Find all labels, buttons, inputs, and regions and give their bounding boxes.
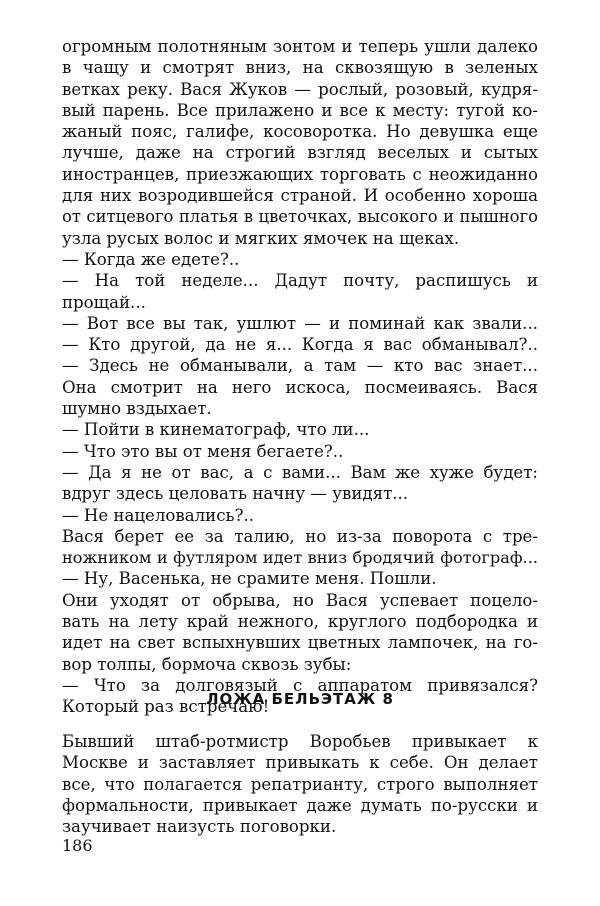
text-line: вор толпы, бормоча сквозь зубы: <box>62 654 352 674</box>
page-number: 186 <box>62 836 93 855</box>
dialogue-line: — Здесь не обманывали, а там — кто вас знает... <box>62 356 538 376</box>
text-line: Москве и заставляет привыкать к себе. Он делает <box>62 753 538 773</box>
text-line: прощай... <box>62 292 146 312</box>
dialogue-line: — Что это вы от меня бегаете?.. <box>62 441 344 461</box>
section-text-block <box>62 731 538 837</box>
text-line: ветках реку. Вася Жуков — рослый, розовый, кудря- <box>62 79 538 99</box>
dialogue-line: — Вот все вы так, ушлют — и поминай как звали... <box>62 313 538 333</box>
text-line: вдруг здесь целовать начну — увидят... <box>62 484 409 504</box>
text-line: огромным полотняным зонтом и теперь ушли далеко <box>62 37 538 56</box>
text-line: шумно вздыхает. <box>62 399 212 419</box>
dialogue-line: — Не нацеловались?.. <box>62 505 255 525</box>
text-line: заучивает наизусть поговорки. <box>62 817 337 837</box>
text-line: вать на лету край нежного, круглого подбородка и <box>62 612 538 632</box>
main-text-block <box>62 36 538 718</box>
dialogue-line: — На той неделе... Дадут почту, распишусь и <box>62 271 538 291</box>
dialogue-line: — Пойти в кинематограф, что ли... <box>62 420 370 440</box>
text-line: лучше, даже на строгий взгляд веселых и сытых <box>62 143 538 163</box>
dialogue-line: — Да я не от вас, а с вами... Вам же хуже будет: <box>62 462 538 482</box>
text-line: формальности, привыкает даже думать по-русски и <box>62 795 538 815</box>
text-line: Бывший штаб-ротмистр Воробьев привыкает к <box>62 732 538 751</box>
text-line: Они уходят от обрыва, но Вася успевает поцело- <box>62 590 538 610</box>
text-line: ножником и футляром идет вниз бродячий фотограф... <box>62 548 538 568</box>
text-line: Который раз встречаю! <box>62 697 270 717</box>
dialogue-line: — Ну, Васенька, не срамите меня. Пошли. <box>62 569 437 589</box>
text-line: вый парень. Все прилажено и все к месту: тугой ко- <box>62 100 538 120</box>
text-line: для них возродившейся страной. И особенно хороша <box>62 186 538 206</box>
text-line: узла русых волос и мягких ямочек на щеках. <box>62 228 460 248</box>
dialogue-line: — Кто другой, да не я... Когда я вас обманывал?.. <box>62 335 538 355</box>
section-heading: ЛОЖА БЕЛЬЭТАЖ 8 <box>206 690 394 708</box>
dialogue-line: — Когда же едете?.. <box>62 249 240 269</box>
text-line: от ситцевого платья в цветочках, высокого и пышного <box>62 207 538 227</box>
text-line: Вася берет ее за талию, но из-за поворота с тре- <box>62 526 538 546</box>
text-line: иностранцев, приезжающих торговать с неожиданно <box>62 164 538 184</box>
text-line: в чащу и смотрят вниз, на сквозящую в зеленых <box>62 58 538 78</box>
text-line: Она смотрит на него искоса, посмеиваясь. Вася <box>62 377 538 397</box>
dialogue-line: — Что за долговязый с аппаратом привязался? <box>62 675 538 695</box>
text-line: идет на свет вспыхнувших цветных лампочек, на го- <box>62 633 538 653</box>
text-line: жаный пояс, галифе, косоворотка. Но девушка еще <box>62 122 538 142</box>
text-line: все, что полагается репатрианту, строго выполняет <box>62 774 538 794</box>
